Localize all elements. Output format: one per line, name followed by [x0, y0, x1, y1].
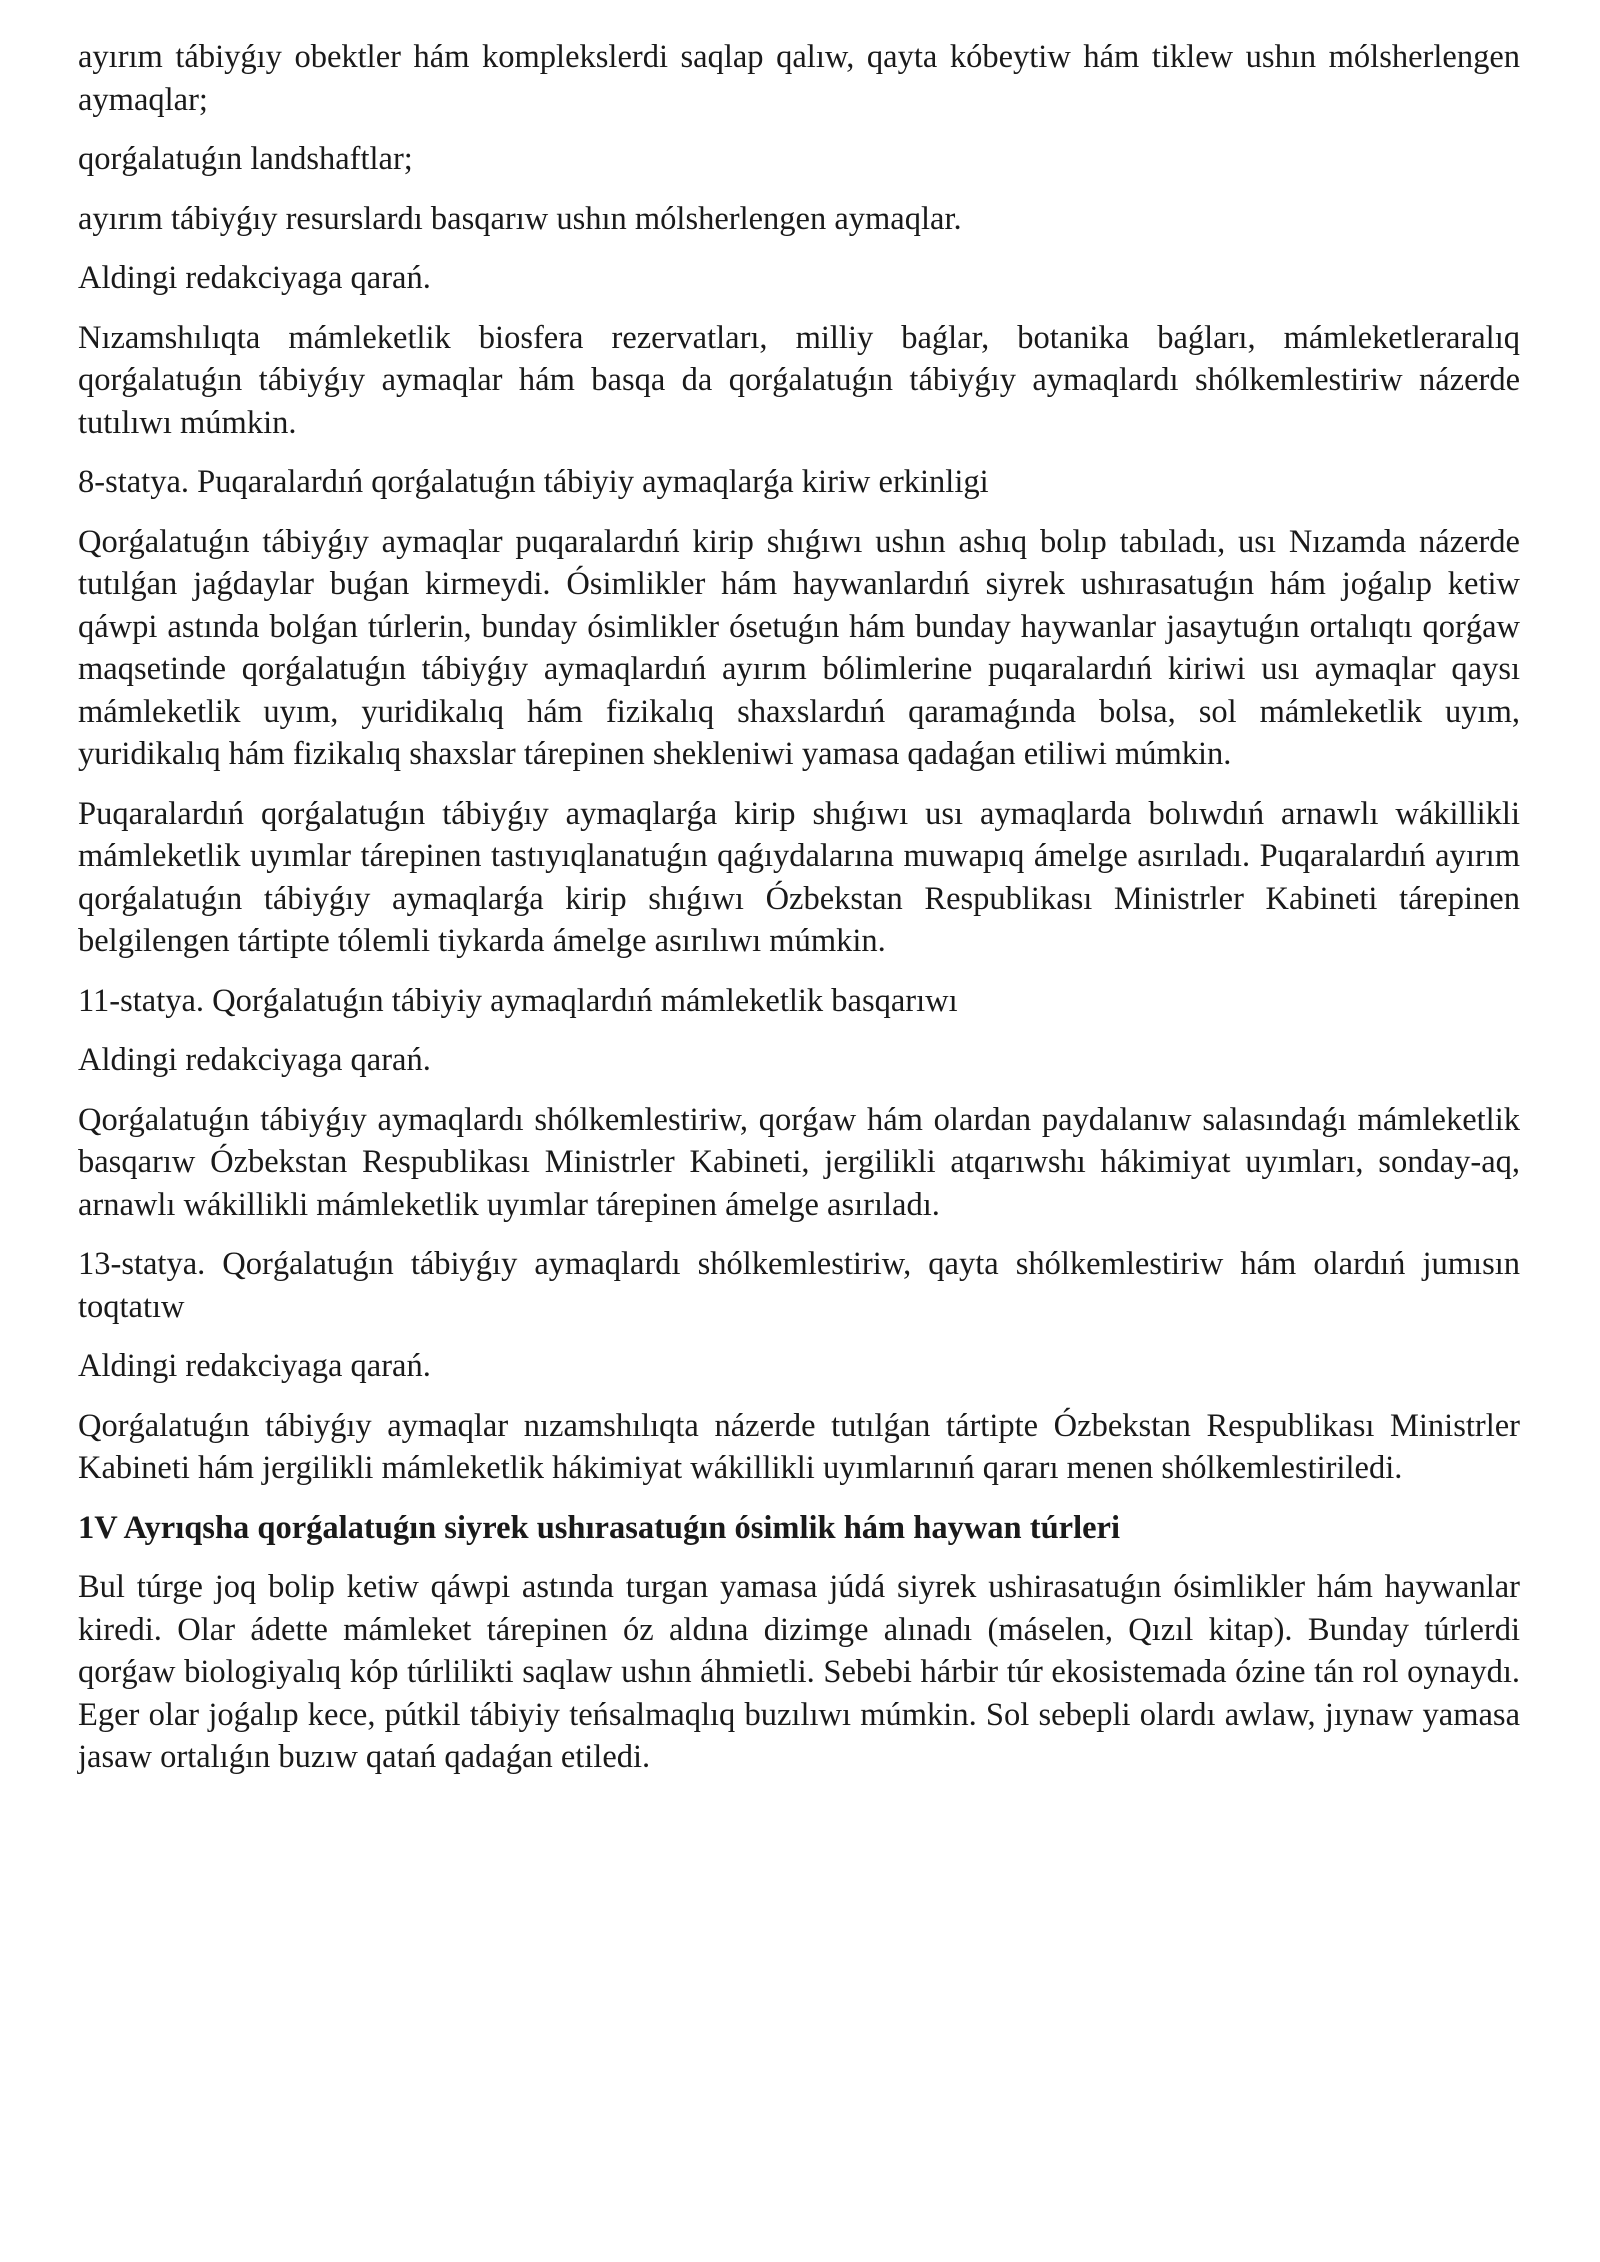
paragraph-section-1v-body: Bul túrge joq bolip ketiw qáwpi astında turgan yamasa júdá siyrek ushirasatuǵın ósimlikler hám haywanlar kiredi. Olar ádette mámleket tárepinen óz aldına dizimge alınadı (máselen, Qızıl kitap). Bunday túrlerdi qorǵaw biologiyalıq kóp túrlilikti saqlaw ushın áhmietli. Sebebi hárbir túr ekosistemada ózine tán rol oynaydı. Eger olar joǵalıp kece, pútkil tábiyiy teńsalmaqlıq buzılıwı múmkin. Sol sebepli olardı awlaw, jıynaw yamasa jasaw ortalıǵın buzıw qatań qadaǵan etiledi.	[78, 1569, 1520, 1775]
document-page	[78, 36, 1520, 1796]
paragraph-article-8-body-2: Puqaralardıń qorǵalatuǵın tábiyǵıy aymaqlarǵa kirip shıǵıwı usı aymaqlarda bolıwdıń arnawlı wákillikli mámleketlik uyımlar tárepinen tastıyıqlanatuǵın qaǵıydalarına muwapıq ámelge asırıladı. Puqaralardıń ayırım qorǵalatuǵın tábiyǵıy aymaqlarǵa kirip shıǵıwı Ózbekstan Respublikası Ministrler Kabineti tárepinen belgilengen tártipte tólemli tiykarda ámelge asırılıwı múmkin.	[78, 795, 1520, 959]
paragraph-article-13-body: Qorǵalatuǵın tábiyǵıy aymaqlar nızamshılıqta názerde tutılǵan tártipte Ózbekstan Respublikası Ministrler Kabineti hám jergilikli mámleketlik hákimiyat wákillikli uyımlarınıń qararı menen shólkemlestiriledi.	[78, 1407, 1520, 1486]
paragraph-resurslar: ayırım tábiyǵıy resurslardı basqarıw ushın mólsherlengen aymaqlar.	[78, 200, 962, 237]
paragraph-article-8-body-1: Qorǵalatuǵın tábiyǵıy aymaqlar puqaralardıń kirip shıǵıwı ushın ashıq bolıp tabıladı, usı Nızamda názerde tutılǵan jaǵdaylar buǵan kirmeydi. Ósimlikler hám haywanlardıń siyrek ushırasatuǵın hám joǵalıp ketiw qáwpi astında bolǵan túrlerin, bunday ósimlikler ósetuǵın hám bunday haywanlar jasaytuǵın ortalıqtı qorǵaw maqsetinde qorǵalatuǵın tábiyǵıy aymaqlardıń ayırım bólimlerine puqaralardıń kiriwi usı aymaqlar qaysı mámleketlik uyım, yuridikalıq hám fizikalıq shaxslardıń qaramaǵında bolsa, sol mámleketlik uyım, yuridikalıq hám fizikalıq shaxslar tárepinen shekleniwi yamasa qadaǵan etiliwi múmkin.	[78, 523, 1520, 772]
article-13-title: 13-statya. Qorǵalatuǵın tábiyǵıy aymaqlardı shólkemlestiriw, qayta shólkemlestiriw hám olardıń jumısın toqtatıw	[78, 1246, 1520, 1325]
article-8-title: 8-statya. Puqaralardıń qorǵalatuǵın tábiyiy aymaqlarǵa kiriw erkinligi	[78, 464, 989, 500]
paragraph-redakciya-note: Aldingi redakciyaga qarań.	[78, 260, 431, 296]
paragraph-ayirim-obektler: ayırım tábiyǵıy obektler hám komplekslerdi saqlap qalıw, qayta kóbeytiw hám tiklew ushın mólsherlengen aymaqlar;	[78, 39, 1520, 118]
paragraph-redakciya-note: Aldingi redakciyaga qarań.	[78, 1042, 431, 1078]
paragraph-nizamshiliqta: Nızamshılıqta mámleketlik biosfera rezervatları, milliy baǵlar, botanika baǵları, mámleketleraralıq qorǵalatuǵın tábiyǵıy aymaqlar hám basqa da qorǵalatuǵın tábiyǵıy aymaqlardı shólkemlestiriw názerde tutılıwı múmkin.	[78, 319, 1520, 441]
paragraph-article-11-body: Qorǵalatuǵın tábiyǵıy aymaqlardı shólkemlestiriw, qorǵaw hám olardan paydalanıw salasındaǵı mámleketlik basqarıw Ózbekstan Respublikası Ministrler Kabineti, jergilikli atqarıwshı hákimiyat uyımları, sonday-aq, arnawlı wákillikli mámleketlik uyımlar tárepinen ámelge asırıladı.	[78, 1101, 1520, 1223]
article-11-title: 11-statya. Qorǵalatuǵın tábiyiy aymaqlardıń mámleketlik basqarıwı	[78, 982, 958, 1019]
paragraph-redakciya-note: Aldingi redakciyaga qarań.	[78, 1348, 431, 1384]
paragraph-landshaftlar: qorǵalatuǵın landshaftlar;	[78, 141, 413, 177]
section-heading-1v: 1V Ayrıqsha qorǵalatuǵın siyrek ushırasatuǵın ósimlik hám haywan túrleri	[78, 1509, 1120, 1546]
